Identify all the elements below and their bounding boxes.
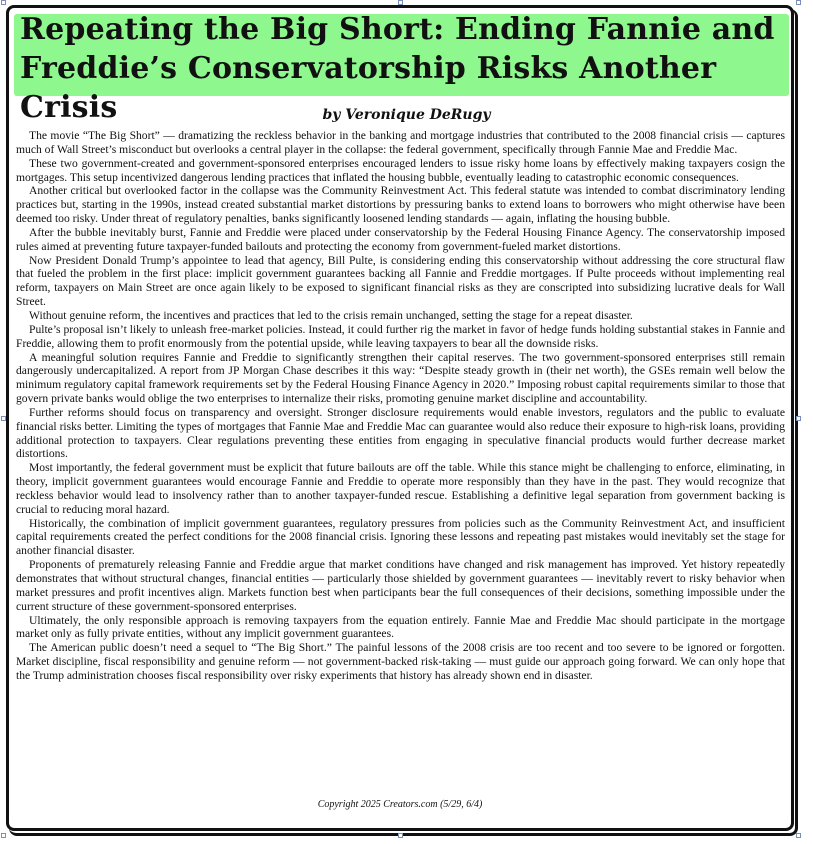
paragraph: Pulte’s proposal isn’t likely to unleash free-market policies. Instead, it could further rig the market in favor of hedge funds holding substantial stakes in Fannie and Freddie, allowing them to profit enormously from the potential upside, while leaving taxpayers to bear all the downside risks. — [16, 322, 785, 350]
paragraph: Now President Donald Trump’s appointee to lead that agency, Bill Pulte, is considering ending this conservatorship without addressing the core structural flaw that fueled the problem in the first place: implicit government guarantees backing all Fannie and Freddie mortgages. If Pulte proceeds without implementing real reform, taxpayers on Main Street are once again likely to be exposed to significant financial risks as they are conscripted into subsidizing lucrative deals for Wall Street. — [16, 253, 785, 309]
resize-handle-bottom-right[interactable] — [796, 833, 801, 838]
paragraph: Most importantly, the federal government must be explicit that future bailouts are off the table. While this stance might be challenging to enforce, eliminating, in theory, implicit government guarantees would encourage Fannie and Freddie to operate more responsibly than they have in the past. They would recognize that reckless behavior would lead to insolvency rather than to another taxpayer-funded rescue. Establishing a definitive legal separation from government backing is crucial to reducing moral hazard. — [16, 461, 785, 516]
paragraph: A meaningful solution requires Fannie and Freddie to significantly strengthen their capital reserves. The two government-sponsored enterprises still remain dangerously undercapitalized. A report from JP Morgan Chase describes it this way: “Despite steady growth in (their net worth), the GSEs remain well below the minimum regulatory capital framework requirements set by the Federal Housing Finance Agency in 2020.” Imposing robust capital requirements similar to those that govern private banks would oblige the two enterprises to internalize their risks, promoting genuine market discipline and accountability. — [16, 350, 785, 406]
paragraph: These two government-created and government-sponsored enterprises encouraged lenders to issue risky home loans by effectively making taxpayers cosign the mortgages. This setup incentivized dangerous lending practices that inflated the housing bubble, eventually leading to catastrophic economic consequences. — [16, 156, 785, 184]
headline: Repeating the Big Short: Ending Fannie and Freddie’s Conservatorship Risks Another Crisis — [20, 12, 775, 125]
article-body — [16, 129, 785, 683]
paragraph: Historically, the combination of implicit government guarantees, regulatory pressures from policies such as the Community Reinvestment Act, and insufficient capital requirements created the perfect conditions for the 2008 financial crisis. Ignoring these lessons and repeating past mistakes would inevitably set the stage for another financial disaster. — [16, 516, 785, 558]
resize-handle-bottom-left[interactable] — [1, 833, 6, 838]
resize-handle-top-left[interactable] — [1, 0, 6, 5]
byline: by Veronique DeRugy — [322, 107, 491, 123]
paragraph: After the bubble inevitably burst, Fannie and Freddie were placed under conservatorship by the Federal Housing Finance Agency. The conservatorship imposed rules aimed at preventing future taxpayer-funded bailouts and protecting the economy from government-fueled market distortions. — [16, 225, 785, 253]
copyright-notice: Copyright 2025 Creators.com (5/29, 6/4) — [317, 799, 483, 810]
paragraph: Proponents of prematurely releasing Fannie and Freddie argue that market conditions have changed and risk management has improved. Yet history repeatedly demonstrates that without structural changes, financial entities — particularly those shielded by government guarantees — inevitably revert to risky behavior when market pressures and profit incentives align. Markets function best when participants bear the full consequences of their decisions, something impossible under the current structure of these government-sponsored enterprises. — [16, 558, 785, 613]
resize-handle-middle-right[interactable] — [796, 416, 801, 421]
paragraph: Without genuine reform, the incentives and practices that led to the crisis remain unchanged, setting the stage for a repeat disaster. — [29, 308, 633, 322]
paragraph: Further reforms should focus on transparency and oversight. Stronger disclosure requirements would enable investors, regulators and the public to evaluate financial risks better. Limiting the types of mortgages that Fannie Mae and Freddie Mac can guarantee would also reduce their exposure to high-risk loans, providing additional protection to taxpayers. Clear regulations preventing these entities from engaging in speculative financial products would further decrease market distortions. — [16, 405, 785, 461]
paragraph: Ultimately, the only responsible approach is removing taxpayers from the equation entirely. Fannie Mae and Freddie Mac should participate in the mortgage market only as fully private entities, without any implicit government guarantees. — [16, 613, 785, 641]
paragraph: Another critical but overlooked factor in the collapse was the Community Reinvestment Act. This federal statute was intended to combat discriminatory lending practices but, starting in the 1990s, instead created substantial market distortions by pressuring banks to extend loans to borrowers who might otherwise have been deemed too risky. Under threat of regulatory penalties, banks significantly loosened lending standards — again, inflating the housing bubble. — [16, 184, 785, 226]
resize-handle-bottom-center[interactable] — [398, 833, 403, 838]
paragraph: The movie “The Big Short” — dramatizing the reckless behavior in the banking and mortgage industries that contributed to the 2008 financial crisis — captures much of Wall Street’s misconduct but overlooks a central player in the collapse: the federal government, specifically through Fannie Mae and Freddie Mac. — [16, 129, 785, 156]
resize-handle-top-right[interactable] — [796, 0, 801, 5]
resize-handle-top-center[interactable] — [398, 0, 403, 5]
paragraph: The American public doesn’t need a sequel to “The Big Short.” The painful lessons of the 2008 crisis are too recent and too severe to be ignored or forgotten. Market discipline, fiscal responsibility and genuine reform — not government-backed risk-taking — must guide our approach going forward. We can only hope that the Trump administration chooses fiscal responsibility over risky experiments that history has already shown end in disaster. — [16, 641, 785, 682]
resize-handle-middle-left[interactable] — [1, 416, 6, 421]
